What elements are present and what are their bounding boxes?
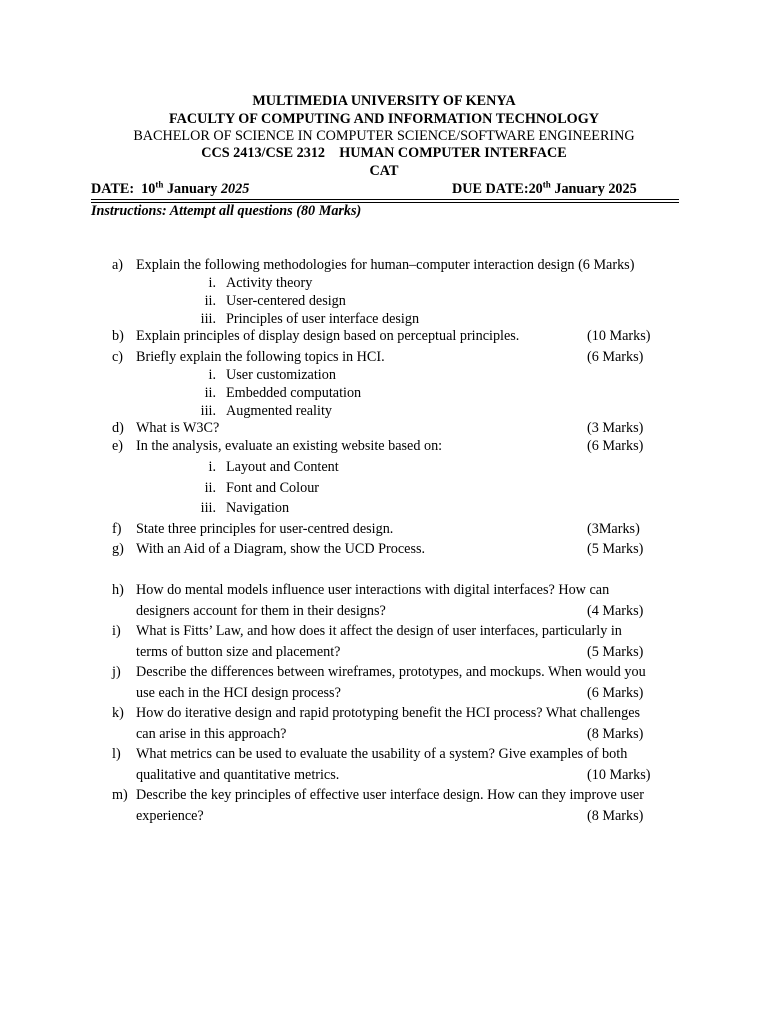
- subitem-number: i.: [208, 367, 216, 383]
- university-name: MULTIMEDIA UNIVERSITY OF KENYA: [252, 93, 516, 109]
- question-label: l): [112, 746, 121, 762]
- question-marks: (10 Marks): [587, 328, 651, 344]
- course-title: CCS 2413/CSE 2312 HUMAN COMPUTER INTERFACE: [201, 145, 567, 161]
- question-text: With an Aid of a Diagram, show the UCD Process.: [136, 541, 426, 557]
- subitem-text: Navigation: [226, 500, 290, 516]
- question-marks: (6 Marks): [587, 438, 644, 454]
- subitem-number: i.: [208, 275, 216, 291]
- subitem-number: ii.: [204, 385, 216, 401]
- subitem-text: Layout and Content: [226, 459, 339, 475]
- question-text: Explain principles of display design based on perceptual principles.: [136, 328, 520, 344]
- subitem-text: Principles of user interface design: [226, 311, 420, 327]
- question-text: qualitative and quantitative metrics.: [136, 766, 340, 783]
- question-text: How do iterative design and rapid prototyping benefit the HCI process? What challenges: [136, 705, 641, 721]
- header-rule-top: [91, 199, 679, 200]
- subitem-text: Font and Colour: [226, 480, 320, 496]
- question-text: What is W3C?: [136, 420, 220, 436]
- subitem-number: iii.: [200, 403, 216, 419]
- question-text: How do mental models influence user interactions with digital interfaces? How can: [136, 582, 610, 598]
- question-text: What is Fitts’ Law, and how does it affect the design of user interfaces, particularly in: [136, 623, 622, 639]
- subitem-text: Activity theory: [226, 275, 313, 291]
- question-label: j): [112, 664, 121, 680]
- question-marks: (3Marks): [587, 521, 640, 537]
- issue-date-month: January: [163, 181, 221, 197]
- programme-name: BACHELOR OF SCIENCE IN COMPUTER SCIENCE/SOFTWARE ENGINEERING: [133, 128, 635, 144]
- question-label: c): [112, 349, 124, 365]
- question-text: can arise in this approach?: [136, 725, 287, 742]
- question-label: a): [112, 257, 124, 273]
- question-label: f): [112, 521, 122, 537]
- due-date-sup: th: [542, 179, 551, 190]
- question-label: k): [112, 705, 124, 721]
- faculty-name: FACULTY OF COMPUTING AND INFORMATION TECHNOLOGY: [169, 111, 599, 127]
- subitem-text: User customization: [226, 367, 336, 383]
- issue-date-sup: th: [155, 179, 164, 190]
- question-text: designers account for them in their designs?: [136, 602, 386, 619]
- question-marks: (10 Marks): [587, 766, 651, 783]
- question-text: Briefly explain the following topics in HCI.: [136, 349, 385, 365]
- question-text: experience?: [136, 807, 204, 824]
- subitem-text: Augmented reality: [226, 403, 332, 419]
- subitem-number: ii.: [204, 480, 216, 496]
- due-date: [452, 181, 637, 198]
- issue-date: [91, 181, 249, 198]
- subitem-number: iii.: [200, 311, 216, 327]
- question-label: m): [112, 787, 128, 803]
- subitem-number: i.: [208, 459, 216, 475]
- question-marks: (6 Marks): [587, 684, 644, 701]
- question-label: d): [112, 420, 124, 436]
- question-text: State three principles for user-centred design.: [136, 521, 394, 537]
- question-label: h): [112, 582, 124, 598]
- question-text: use each in the HCI design process?: [136, 684, 341, 701]
- date-row: [91, 181, 679, 199]
- question-text: terms of button size and placement?: [136, 643, 341, 660]
- question-text: Describe the key principles of effective user interface design. How can they improve user: [136, 787, 644, 803]
- question-marks: (6 Marks): [587, 349, 644, 365]
- issue-date-year: 2025: [220, 181, 250, 197]
- question-label: i): [112, 623, 121, 639]
- instructions: Instructions: Attempt all questions (80 Marks): [91, 203, 362, 219]
- question-label: g): [112, 541, 124, 557]
- question-marks: (8 Marks): [587, 807, 644, 824]
- question-text: Describe the differences between wireframes, prototypes, and mockups. When would you: [136, 664, 646, 680]
- question-marks: (3 Marks): [587, 420, 644, 436]
- question-marks: (5 Marks): [587, 643, 644, 660]
- subitem-number: ii.: [204, 293, 216, 309]
- question-label: b): [112, 328, 124, 344]
- subitem-number: iii.: [200, 500, 216, 516]
- due-date-day: DUE DATE:20: [452, 181, 543, 197]
- question-marks: (8 Marks): [587, 725, 644, 742]
- subitem-text: User-centered design: [226, 293, 346, 309]
- question-text: What metrics can be used to evaluate the usability of a system? Give examples of both: [136, 746, 628, 762]
- question-marks: (4 Marks): [587, 602, 644, 619]
- question-label: e): [112, 438, 124, 454]
- subitem-text: Embedded computation: [226, 385, 362, 401]
- question-text: In the analysis, evaluate an existing website based on:: [136, 438, 443, 454]
- question-text: Explain the following methodologies for human–computer interaction design (6 Marks): [136, 257, 635, 273]
- issue-date-day: DATE: 10: [91, 181, 156, 197]
- due-date-rest: January 2025: [550, 181, 637, 197]
- question-marks: (5 Marks): [587, 541, 644, 557]
- assessment-type: CAT: [369, 163, 399, 179]
